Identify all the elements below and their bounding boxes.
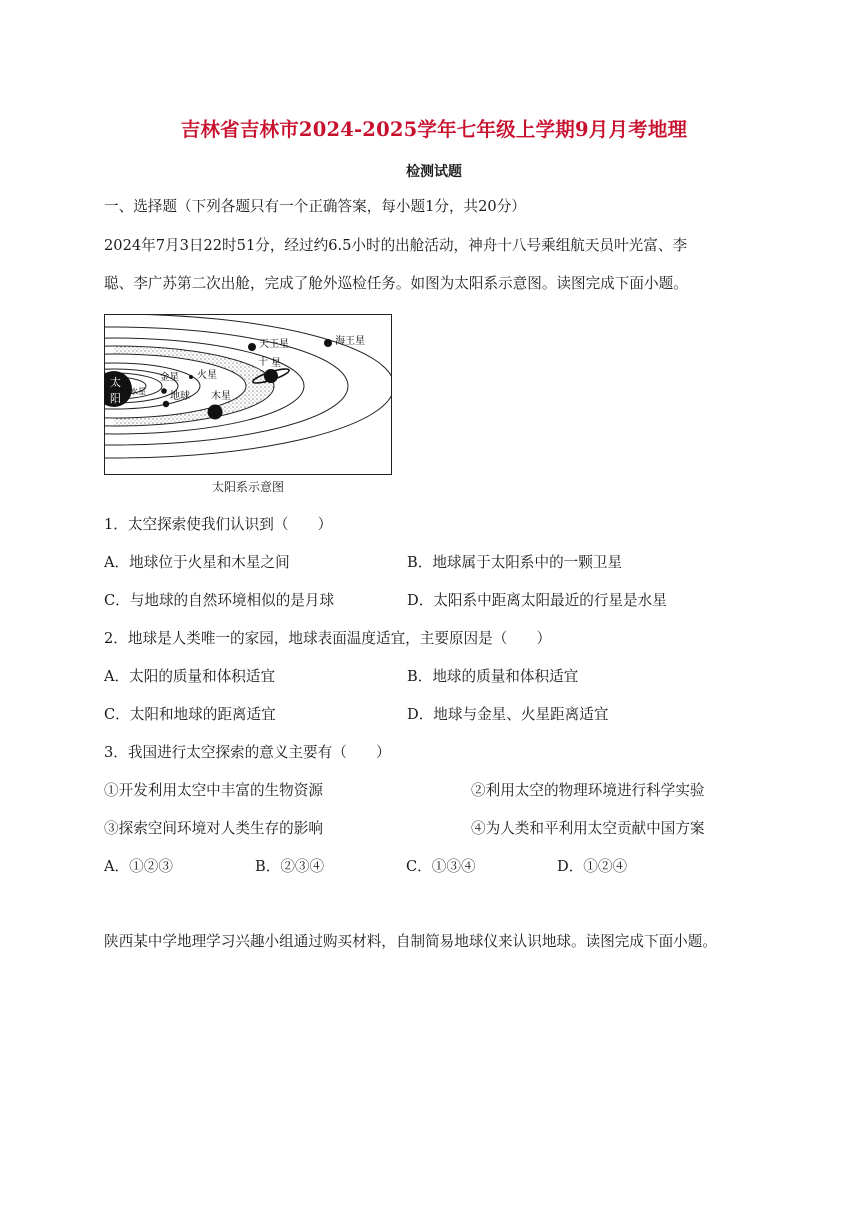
question-3-option-c: C．①③④ [406, 858, 476, 875]
question-3-option-b: B．②③④ [255, 858, 325, 875]
question-1-option-c: C．与地球的自然环境相似的是月球 [104, 592, 335, 609]
solar-system-figure [104, 314, 392, 475]
intro-line-2: 聪、李广苏第二次出舱，完成了舱外巡检任务。如图为太阳系示意图。读图完成下面小题。 [104, 275, 688, 292]
document-subtitle: 检测试题 [406, 164, 462, 180]
neptune-label: 海王星 [335, 336, 365, 347]
question-3-option-d: D．①②④ [557, 858, 628, 875]
question-3-statement-1: ①开发利用太空中丰富的生物资源 [104, 782, 323, 799]
sun-label-top: 太 [110, 376, 121, 389]
earth [163, 401, 169, 407]
saturn-label-bottom: 星 [271, 358, 281, 369]
question-3-statement-4: ④为人类和平利用太空贡献中国方案 [471, 820, 705, 837]
saturn-label-top: 十 [258, 357, 268, 368]
question-1-option-d: D．太阳系中距离太阳最近的行星是水星 [407, 592, 667, 609]
document-title: 吉林省吉林市2024-2025学年七年级上学期9月月考地理 [180, 118, 688, 141]
question-2-stem: 2．地球是人类唯一的家园，地球表面温度适宜，主要原因是（ ） [104, 630, 552, 647]
intro-line-1: 2024年7月3日22时51分，经过约6.5小时的出舱活动，神舟十八号乘组航天员叶光富、李 [104, 237, 688, 254]
uranus-label: 天王星 [259, 339, 289, 350]
question-2-option-b: B．地球的质量和体积适宜 [407, 668, 579, 685]
mars-label: 火星 [197, 370, 217, 381]
earth-label: 地球 [170, 391, 190, 402]
question-1-stem: 1．太空探索使我们认识到（ ） [104, 516, 333, 533]
question-2-option-d: D．地球与金星、火星距离适宜 [407, 706, 609, 723]
question-3-statement-3: ③探索空间环境对人类生存的影响 [104, 820, 323, 837]
solar-system-diagram [104, 314, 392, 475]
uranus [248, 343, 256, 351]
sun-label-bottom: 阳 [110, 392, 121, 405]
venus-label: 金星 [160, 372, 180, 383]
jupiter-label: 木星 [211, 391, 231, 402]
question-3-stem: 3．我国进行太空探索的意义主要有（ ） [104, 744, 391, 761]
venus [161, 388, 167, 394]
question-3-statement-2: ②利用太空的物理环境进行科学实验 [471, 782, 705, 799]
section-2-intro: 陕西某中学地理学习兴趣小组通过购买材料，自制简易地球仪来认识地球。读图完成下面小题。 [104, 933, 717, 950]
question-2-option-a: A．太阳的质量和体积适宜 [104, 668, 276, 685]
question-1-option-a: A．地球位于火星和木星之间 [104, 554, 290, 571]
mercury-label: 水星 [130, 387, 146, 396]
mars [189, 375, 193, 379]
neptune [324, 339, 332, 347]
question-3-option-a: A．①②③ [104, 858, 173, 875]
question-1-option-b: B．地球属于太阳系中的一颗卫星 [407, 554, 623, 571]
question-2-option-c: C．太阳和地球的距离适宜 [104, 706, 276, 723]
section-heading: 一、选择题（下列各题只有一个正确答案，每小题1分，共20分） [104, 198, 526, 215]
saturn [264, 369, 278, 383]
figure-caption: 太阳系示意图 [211, 480, 284, 494]
jupiter [208, 405, 223, 420]
